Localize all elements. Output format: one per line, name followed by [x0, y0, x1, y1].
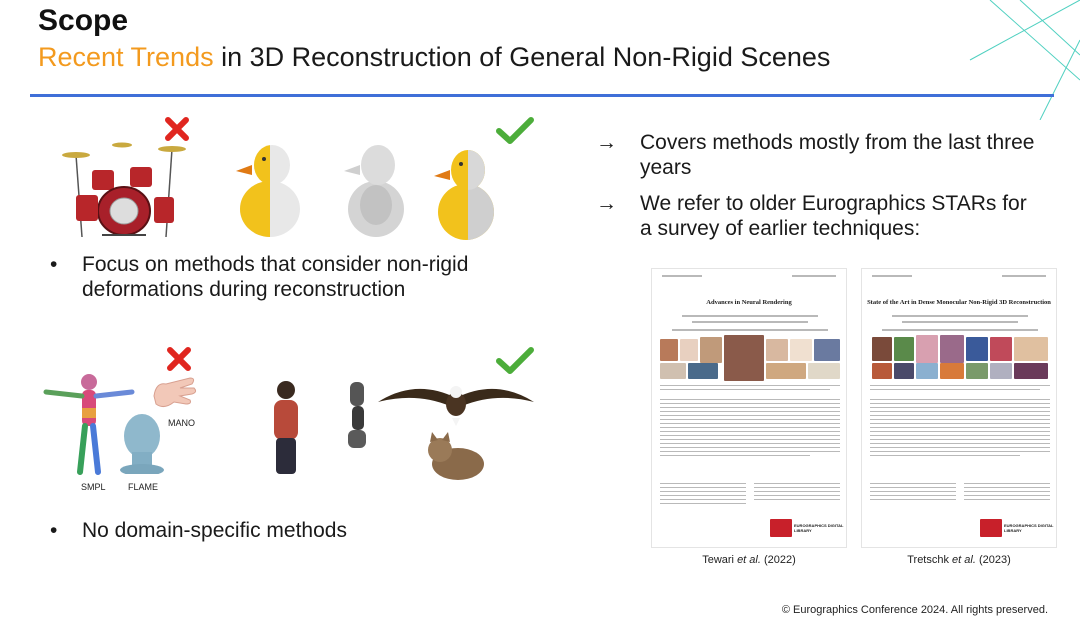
eg-logo-icon: [770, 519, 792, 537]
robot-arm-image: [340, 378, 374, 452]
eg-logo-text: EUROGRAPHICS DIGITAL LIBRARY: [794, 523, 844, 533]
eagle-image: [376, 378, 536, 426]
arrow-item-recent-text: Covers methods mostly from the last three years: [640, 131, 1035, 179]
paper-tewari-caption: Tewari et al. (2022): [702, 554, 796, 566]
duck-grey-image: [338, 135, 412, 240]
duck-textured-image: [428, 140, 502, 242]
arrow-icon: →: [596, 192, 617, 215]
paper-tewari-thumbnail[interactable]: [651, 268, 847, 548]
mano-hand-image: [150, 372, 198, 412]
duck-split-image: [230, 135, 310, 240]
bullet-dot-icon: •: [50, 519, 58, 542]
bullet-dot-icon: •: [50, 253, 58, 276]
check-icon: [496, 346, 534, 376]
decorative-lines: [950, 0, 1080, 120]
bullet-nonrigid-text: Focus on methods that consider non-rigid deformations during reconstruction: [82, 253, 469, 301]
drum-kit-image: [62, 125, 188, 243]
slide-subtitle: [38, 42, 830, 73]
cat-image: [420, 430, 490, 482]
slide-title: Scope: [38, 4, 129, 37]
person-image: [262, 378, 310, 478]
subtitle-rest: in 3D Reconstruction of General Non-Rigid Scenes: [213, 42, 831, 72]
paper-tretschk-thumbnail[interactable]: [861, 268, 1057, 548]
flame-face-image: [118, 410, 166, 474]
check-icon: [496, 116, 534, 146]
bullet-domain-text: No domain-specific methods: [82, 519, 347, 542]
cross-icon: [166, 346, 192, 372]
paper-tewari-title: Advances in Neural Rendering: [706, 299, 792, 306]
subtitle-accent: Recent Trends: [38, 42, 214, 72]
arrow-item-stars-text: We refer to older Eurographics STARs for a survey of earlier techniques:: [640, 192, 1027, 240]
mano-label: MANO: [168, 418, 195, 428]
paper-tretschk-caption: Tretschk et al. (2023): [907, 554, 1011, 566]
paper-tretschk-title: State of the Art in Dense Monocular Non-Rigid 3D Reconstruction: [867, 299, 1051, 306]
eg-logo-icon: [980, 519, 1002, 537]
smpl-label: SMPL: [81, 482, 106, 492]
arrow-icon: →: [596, 131, 617, 154]
title-rule: [30, 94, 1054, 97]
cross-icon: [164, 116, 190, 142]
copyright-footer: © Eurographics Conference 2024. All rights preserved.: [781, 604, 1048, 616]
flame-label: FLAME: [128, 482, 159, 492]
eg-logo-text: EUROGRAPHICS DIGITAL LIBRARY: [1004, 523, 1054, 533]
